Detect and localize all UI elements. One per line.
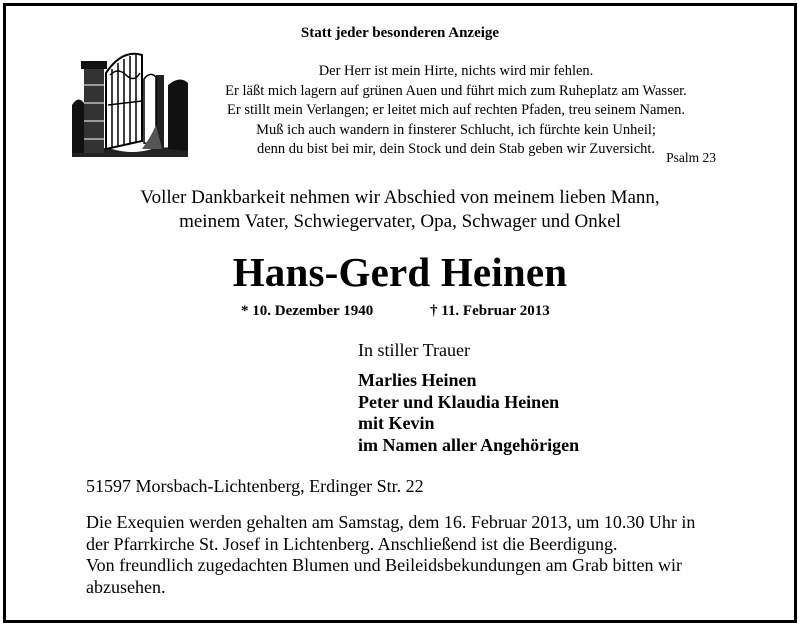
- psalm-verse: [196, 62, 716, 160]
- psalm-line: Er läßt mich lagern auf grünen Auen und führt mich zum Ruheplatz am Wasser.: [225, 82, 687, 99]
- psalm-reference: Psalm 23: [666, 150, 716, 165]
- mourning-intro: In stiller Trauer: [358, 340, 470, 360]
- farewell-line: meinem Vater, Schwiegervater, Opa, Schwager und Onkel: [179, 211, 621, 232]
- notice-line: Von freundlich zugedachten Blumen und Beileidsbekundungen am Grab bitten wir: [86, 555, 683, 575]
- headline: Statt jeder besonderen Anzeige: [300, 25, 500, 41]
- psalm-line: denn du bist bei mir, dein Stock und dein Stab geben wir Zuversicht.: [256, 141, 656, 157]
- mourners-list: [358, 370, 579, 456]
- funeral-notice: [86, 512, 726, 598]
- mourner-name: im Namen aller Angehörigen: [358, 434, 580, 455]
- deceased-name: Hans-Gerd Heinen: [232, 249, 568, 295]
- birth-date: * 10. Dezember 1940: [241, 303, 374, 319]
- mourner-name: mit Kevin: [358, 413, 435, 433]
- farewell-line: Voller Dankbarkeit nehmen wir Abschied von meinem lieben Mann,: [140, 187, 660, 208]
- psalm-line: Der Herr ist mein Hirte, nichts wird mir fehlen.: [318, 63, 594, 79]
- gate-icon: [72, 45, 188, 157]
- notice-line: abzusehen.: [86, 576, 166, 597]
- family-address: 51597 Morsbach-Lichtenberg, Erdinger Str. 22: [86, 476, 424, 496]
- farewell-text: [0, 186, 800, 234]
- mourner-name: Marlies Heinen: [358, 370, 477, 390]
- psalm-line: Er stillt mein Verlangen; er leitet mich auf rechten Pfaden, treu seinem Namen.: [227, 102, 685, 118]
- notice-line: der Pfarrkirche St. Josef in Lichtenberg. Anschließend ist die Beerdigung.: [86, 533, 618, 554]
- death-date: † 11. Februar 2013: [430, 303, 550, 319]
- mourner-name: Peter und Klaudia Heinen: [358, 391, 560, 412]
- notice-line: Die Exequien werden gehalten am Samstag, dem 16. Februar 2013, um 10.30 Uhr in: [86, 512, 696, 532]
- psalm-line: Muß ich auch wandern in finsterer Schlucht, ich fürchte kein Unheil;: [256, 121, 656, 138]
